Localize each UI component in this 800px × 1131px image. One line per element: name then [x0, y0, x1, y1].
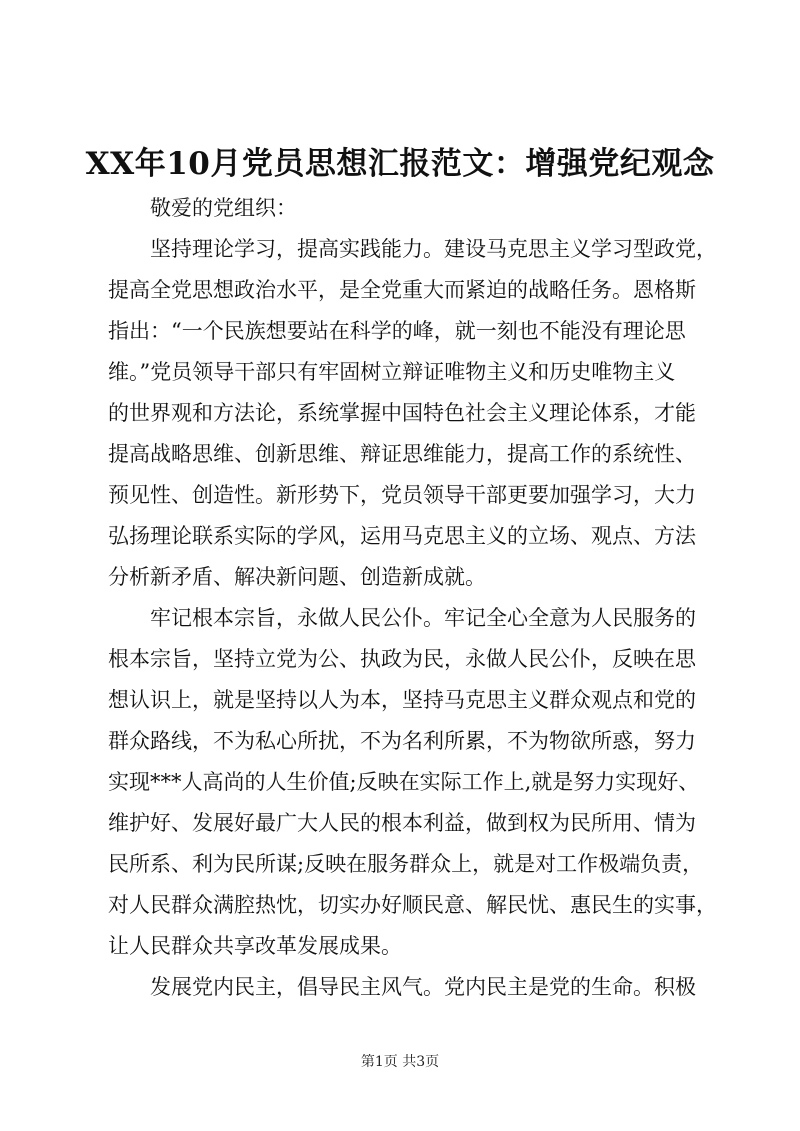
paragraph-fundamental-purpose: [108, 598, 717, 967]
paragraph-line: 提高全党思想政治水平，是全党重大而紧迫的战略任务。恩格斯: [108, 278, 696, 302]
document-title: XX年10月党员思想汇报范文：增强党纪观念: [85, 146, 715, 182]
document-body: [108, 188, 717, 1008]
paragraph-inner-party-democracy: [108, 967, 708, 1008]
paragraph-line: 预见性、创造性。新形势下，党员领导干部更要加强学习，大力: [108, 483, 696, 507]
paragraph-line: 让人民群众共享改革发展成果。: [108, 934, 402, 958]
salutation: 敬爱的党组织：: [150, 196, 297, 220]
paragraph-line: 指出：“一个民族想要站在科学的峰，就一刻也不能没有理论思: [108, 319, 686, 343]
paragraph-line: 维护好、发展好最广大人民的根本利益，做到权为民所用、情为: [108, 811, 696, 835]
paragraph-line: 民所系、利为民所谋;反映在服务群众上，就是对工作极端负责，: [108, 852, 704, 876]
paragraph-line: 实现***人高尚的人生价值;反映在实际工作上,就是努力实现好、: [108, 770, 700, 794]
paragraph-line: 牢记根本宗旨，永做人民公仆。牢记全心全意为人民服务的: [150, 606, 696, 630]
paragraph-line: 对人民群众满腔热忱，切实办好顺民意、解民忧、惠民生的实事，: [108, 893, 717, 917]
page-number-footer: 第1页 共3页: [360, 1054, 440, 1070]
paragraph-theory-study: [108, 229, 717, 598]
paragraph-line: 想认识上，就是坚持以人为本，坚持马克思主义群众观点和党的: [108, 688, 696, 712]
paragraph-line: 群众路线，不为私心所扰，不为名利所累，不为物欲所惑，努力: [108, 729, 696, 753]
paragraph-line: 提高战略思维、创新思维、辩证思维能力，提高工作的系统性、: [108, 442, 696, 466]
paragraph-line: 坚持理论学习，提高实践能力。建设马克思主义学习型政党，: [150, 237, 717, 261]
paragraph-line: 维。”党员领导干部只有牢固树立辩证唯物主义和历史唯物主义: [108, 360, 676, 384]
paragraph-line: 发展党内民主，倡导民主风气。党内民主是党的生命。积极: [150, 975, 696, 999]
paragraph-line: 弘扬理论联系实际的学风，运用马克思主义的立场、观点、方法: [108, 524, 696, 548]
paragraph-line: 的世界观和方法论，系统掌握中国特色社会主义理论体系，才能: [108, 401, 696, 425]
paragraph-line: 分析新矛盾、解决新问题、创造新成就。: [108, 565, 486, 589]
paragraph-line: 根本宗旨，坚持立党为公、执政为民，永做人民公仆，反映在思: [108, 647, 696, 671]
